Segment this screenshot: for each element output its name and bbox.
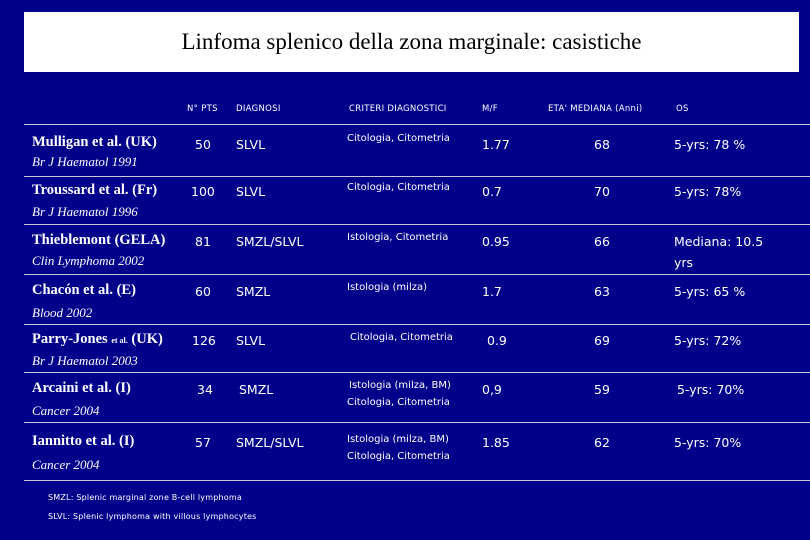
row-author [32, 331, 163, 348]
row-author: Arcaini et al. (I) [32, 380, 131, 396]
row-eta: 70 [594, 184, 610, 199]
row-journal: Br J Haematol 2003 [32, 353, 138, 368]
row-mf: 1.77 [482, 137, 510, 152]
row-mf: 0.95 [482, 234, 510, 249]
row-author: Chacón et al. (E) [32, 282, 136, 298]
row-eta: 62 [594, 435, 610, 450]
row-npts: 126 [192, 333, 216, 348]
row-diagnosi: SMZL [236, 284, 271, 299]
row-eta: 59 [594, 382, 610, 397]
header-npts: N° PTS [187, 104, 218, 114]
row-os: 5-yrs: 70% [674, 435, 742, 450]
row-journal: Blood 2002 [32, 305, 93, 320]
footnote-slvl: SLVL: Splenic lymphoma with villous lymphocytes [48, 512, 257, 521]
row-criteri-cont: Citologia, Citometria [347, 397, 450, 408]
row-journal: Cancer 2004 [32, 457, 100, 472]
row-npts: 50 [195, 137, 211, 152]
row-author-etal: et al. [111, 336, 128, 345]
row-eta: 66 [594, 234, 610, 249]
table-rule [24, 274, 810, 275]
row-eta: 69 [594, 333, 610, 348]
row-eta: 68 [594, 137, 610, 152]
row-author: Troussard et al. (Fr) [32, 182, 158, 198]
row-os: 5-yrs: 72% [674, 333, 742, 348]
row-eta: 63 [594, 284, 610, 299]
row-diagnosi: SMZL/SLVL [236, 435, 304, 450]
row-mf: 1.7 [482, 284, 502, 299]
row-criteri-cont: Citologia, Citometria [347, 451, 450, 462]
table-rule [24, 480, 810, 481]
table-rule [24, 422, 810, 423]
row-mf: 0.9 [487, 333, 507, 348]
row-os: Mediana: 10.5 [674, 234, 764, 249]
row-mf: 0,9 [482, 382, 502, 397]
slide-title-text: Linfoma splenico della zona marginale: casistiche [181, 29, 642, 54]
row-criteri: Istologia, Citometria [347, 232, 449, 243]
table-rule [24, 224, 810, 225]
row-author: Iannitto et al. (I) [32, 433, 135, 449]
row-criteri: Citologia, Citometria [347, 133, 450, 144]
row-journal: Clin Lymphoma 2002 [32, 253, 145, 268]
row-author-name: Parry-Jones [32, 331, 108, 347]
row-author: Thieblemont (GELA) [32, 232, 166, 248]
header-eta: ETA' MEDIANA (Anni) [548, 104, 643, 114]
row-npts: 100 [191, 184, 215, 199]
row-journal: Br J Haematol 1996 [32, 204, 138, 219]
row-diagnosi: SLVL [236, 333, 266, 348]
row-criteri: Istologia (milza, BM) [347, 434, 449, 445]
row-os: 5-yrs: 65 % [674, 284, 746, 299]
row-journal: Br J Haematol 1991 [32, 154, 138, 169]
row-journal: Cancer 2004 [32, 403, 100, 418]
row-diagnosi: SMZL/SLVL [236, 234, 304, 249]
row-criteri: Citologia, Citometria [350, 332, 453, 343]
header-diagnosi: DIAGNOSI [236, 104, 281, 114]
slide-title [24, 12, 799, 72]
row-criteri: Citologia, Citometria [347, 182, 450, 193]
row-os: 5-yrs: 78% [674, 184, 742, 199]
row-os: 5-yrs: 78 % [674, 137, 746, 152]
row-author: Mulligan et al. (UK) [32, 134, 157, 150]
header-os: OS [676, 104, 689, 114]
row-diagnosi: SLVL [236, 137, 266, 152]
row-mf: 1.85 [482, 435, 510, 450]
row-diagnosi: SMZL [239, 382, 274, 397]
table-rule [24, 372, 810, 373]
row-npts: 81 [195, 234, 211, 249]
row-npts: 34 [197, 382, 213, 397]
row-npts: 60 [195, 284, 211, 299]
table-rule [24, 176, 810, 177]
table-rule [24, 124, 810, 125]
footnote-smzl: SMZL: Splenic marginal zone B-cell lymphoma [48, 493, 242, 502]
row-os: 5-yrs: 70% [677, 382, 745, 397]
row-criteri: Istologia (milza) [347, 282, 428, 293]
row-criteri: Istologia (milza, BM) [349, 380, 451, 391]
row-author-country: (UK) [131, 331, 163, 347]
row-diagnosi: SLVL [236, 184, 266, 199]
row-mf: 0.7 [482, 184, 502, 199]
row-npts: 57 [195, 435, 211, 450]
table-rule [24, 324, 810, 325]
row-os-cont: yrs [674, 255, 694, 270]
header-criteri: CRITERI DIAGNOSTICI [349, 104, 447, 114]
header-mf: M/F [482, 104, 498, 114]
